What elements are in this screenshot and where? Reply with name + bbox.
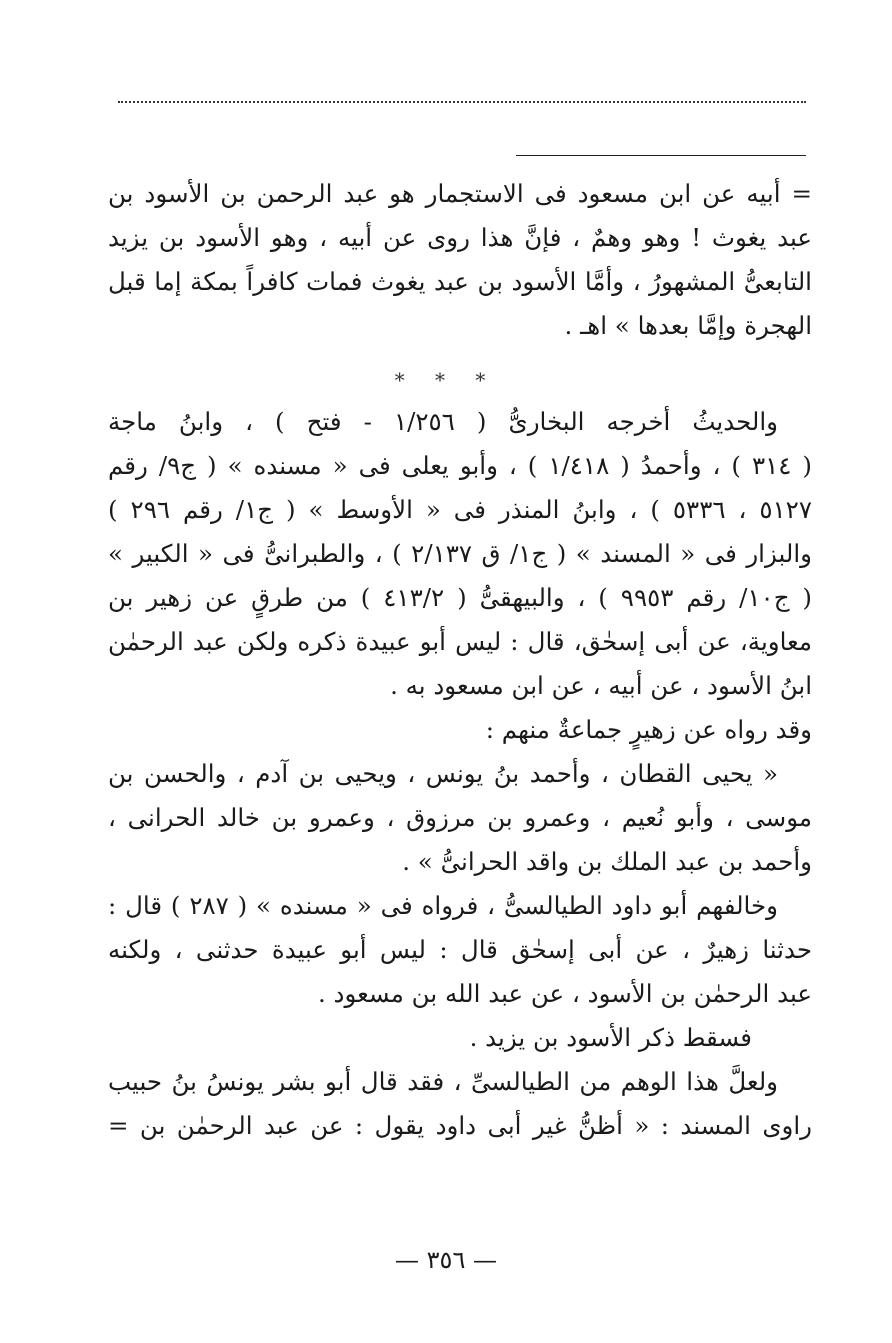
paragraph-line: ( ج١٠/ رقم ٩٩٥٣ ) ، والبيهقىُّ ( ٤١٣/٢ ) من طرقٍ عن زهير بن (108, 583, 812, 612)
paragraph-line: معاوية، عن أبى إسحٰق، قال : ليس أبو عبيدة ذكره ولكن عبد الرحمٰن (108, 627, 812, 656)
header-dotted-rule (118, 101, 806, 103)
footnote-separator-rule (516, 155, 806, 156)
main-text-block (108, 400, 812, 1148)
paragraph-line: وأحمد بن عبد الملك بن واقد الحرانىُّ » . (402, 847, 812, 876)
footnote-line: عبد يغوث ! وهو وهمٌ ، فإنَّ هذا روى عن أبيه ، وهو الأسود بن يزيد (108, 223, 812, 252)
footnote-line: التابعىُّ المشهورُ ، وأمَّا الأسود بن عبد يغوث فمات كافراً بمكة إما قبل (108, 267, 812, 296)
paragraph-line: عبد الرحمٰن بن الأسود ، عن عبد الله بن مسعود . (317, 979, 812, 1008)
paragraph-line: موسى ، وأبو نُعيم ، وعمرو بن مرزوق ، وعمرو بن خالد الحرانى ، (108, 803, 812, 832)
paragraph-line: والبزار فى « المسند » ( ج١/ ق ٢/١٣٧ ) ، والطبرانىُّ فى « الكبير » (108, 539, 812, 568)
paragraph-line: والحديثُ أخرجه البخارىُّ ( ١/٢٥٦ - فتح ) ، وابنُ ماجة (108, 407, 778, 436)
paragraph-line: ( ٣١٤ ) ، وأحمدُ ( ١/٤١٨ ) ، وأبو يعلى فى « مسنده » ( ج٩/ رقم (108, 451, 812, 480)
page-number: — ٣٥٦ — (395, 1246, 497, 1274)
paragraph-line: وقد رواه عن زهيرٍ جماعةٌ منهم : (485, 715, 812, 744)
footnote-block (108, 172, 812, 348)
paragraph-line: راوى المسند : « أظنُّ غير أبى داود يقول : عن عبد الرحمٰن بن = (108, 1111, 812, 1140)
paragraph-line: فسقط ذكر الأسود بن يزيد . (469, 1023, 752, 1052)
paragraph-line: ولعلَّ هذا الوهم من الطيالسىِّ ، فقد قال أبو بشر يونسُ بنُ حبيب (108, 1067, 778, 1096)
section-asterisks: * * * (394, 368, 498, 392)
footnote-line: = أبيه عن ابن مسعود فى الاستجمار هو عبد الرحمن بن الأسود بن (108, 179, 812, 208)
paragraph-line: ابنُ الأسود ، عن أبيه ، عن ابن مسعود به . (390, 671, 812, 700)
footnote-line: الهجرة وإمَّا بعدها » اهـ . (564, 311, 812, 340)
paragraph-line: « يحيى القطان ، وأحمد بنُ يونس ، ويحيى بن آدم ، والحسن بن (108, 759, 778, 788)
paragraph-line: وخالفهم أبو داود الطيالسىُّ ، فرواه فى « مسنده » ( ٢٨٧ ) قال : (108, 891, 778, 920)
paragraph-line: ٥١٢٧ ، ٥٣٣٦ ) ، وابنُ المنذر فى « الأوسط » ( ج١/ رقم ٢٩٦ ) (108, 495, 812, 524)
paragraph-line: حدثنا زهيرٌ ، عن أبى إسحٰق قال : ليس أبو عبيدة حدثنى ، ولكنه (108, 935, 812, 964)
